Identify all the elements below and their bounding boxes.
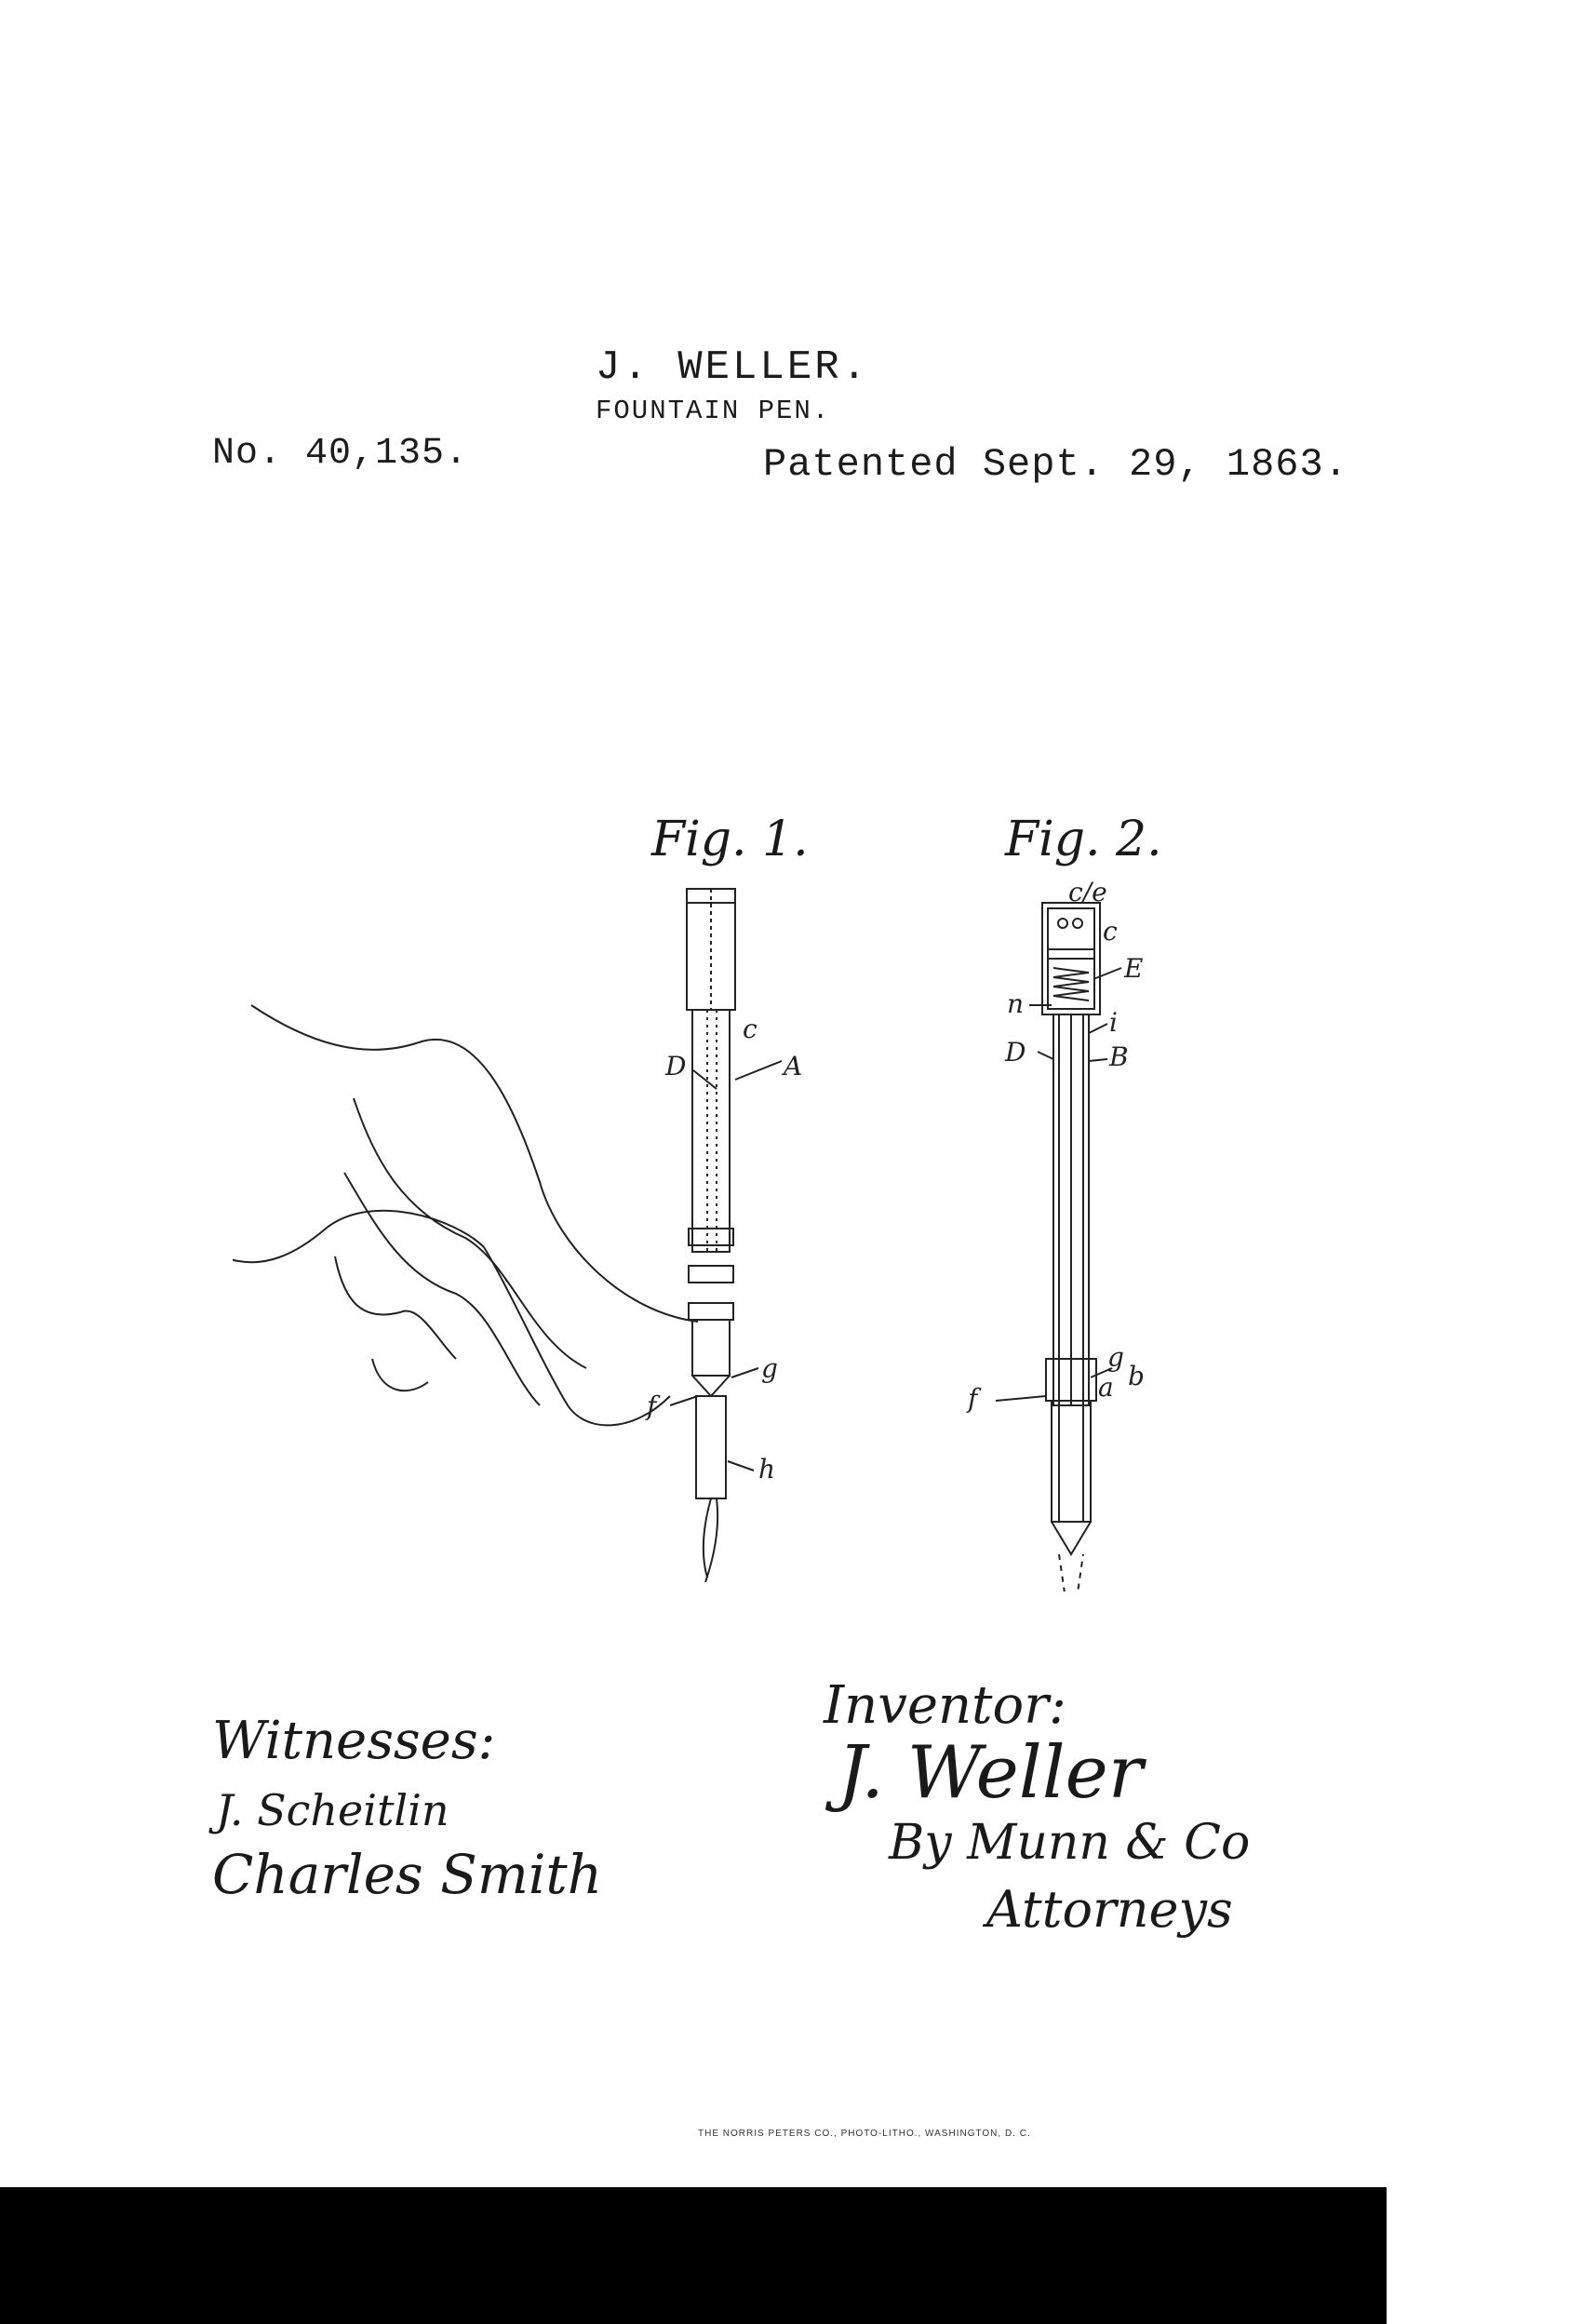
fig2-part-b: b (1128, 1361, 1145, 1391)
fig2-part-a: a (1098, 1372, 1114, 1403)
fig1-pen-barrel (692, 1010, 730, 1252)
witnesses-heading: Witnesses: (212, 1711, 496, 1771)
fig2-part-D: D (1005, 1037, 1026, 1068)
figure-1-drawing (233, 875, 810, 1582)
fig2-part-E: E (1124, 953, 1144, 984)
inventor-name: J. WELLER. (596, 344, 870, 391)
figure-2-drawing (949, 875, 1247, 1592)
fig1-part-f: f (647, 1390, 657, 1421)
fig2-nib-holder (1052, 1401, 1091, 1522)
scan-border-bar (0, 2187, 1387, 2324)
fig1-part-h: h (758, 1454, 776, 1484)
fig2-part-i: i (1109, 1007, 1118, 1038)
inventor-heading: Inventor: (824, 1675, 1066, 1736)
fig2-part-g: g (1107, 1342, 1124, 1373)
fig2-part-B: B (1109, 1041, 1129, 1072)
fig1-part-c: c (743, 1014, 757, 1044)
fig2-part-ce: c/e (1068, 877, 1107, 907)
fig1-part-A: A (784, 1051, 803, 1081)
printer-imprint: THE NORRIS PETERS CO., PHOTO-LITHO., WASHINGTON, D. C. (698, 2129, 1031, 2139)
patent-date: Patented Sept. 29, 1863. (763, 442, 1348, 487)
inventor-signature: J. Weller (838, 1731, 1144, 1815)
fig2-part-n: n (1007, 988, 1025, 1019)
invention-title: FOUNTAIN PEN. (596, 396, 831, 426)
attorneys-signature: Attorneys (986, 1880, 1233, 1939)
figure-1-label: Fig. 1. (651, 812, 809, 867)
fig2-part-c: c (1103, 916, 1118, 947)
fig2-nib (1059, 1554, 1083, 1592)
fig1-hand (251, 1005, 698, 1322)
by-attorneys-signature: By Munn & Co (889, 1815, 1251, 1871)
fig2-part-f: f (968, 1383, 978, 1414)
figure-2-label: Fig. 2. (1005, 812, 1162, 867)
fig1-nib-holder (696, 1396, 726, 1498)
fig1-part-g: g (761, 1353, 778, 1384)
fig1-part-D: D (665, 1051, 687, 1081)
patent-number: No. 40,135. (212, 433, 469, 475)
witness-2-signature: Charles Smith (212, 1843, 603, 1906)
witness-1-signature: J. Scheitlin (216, 1785, 449, 1835)
